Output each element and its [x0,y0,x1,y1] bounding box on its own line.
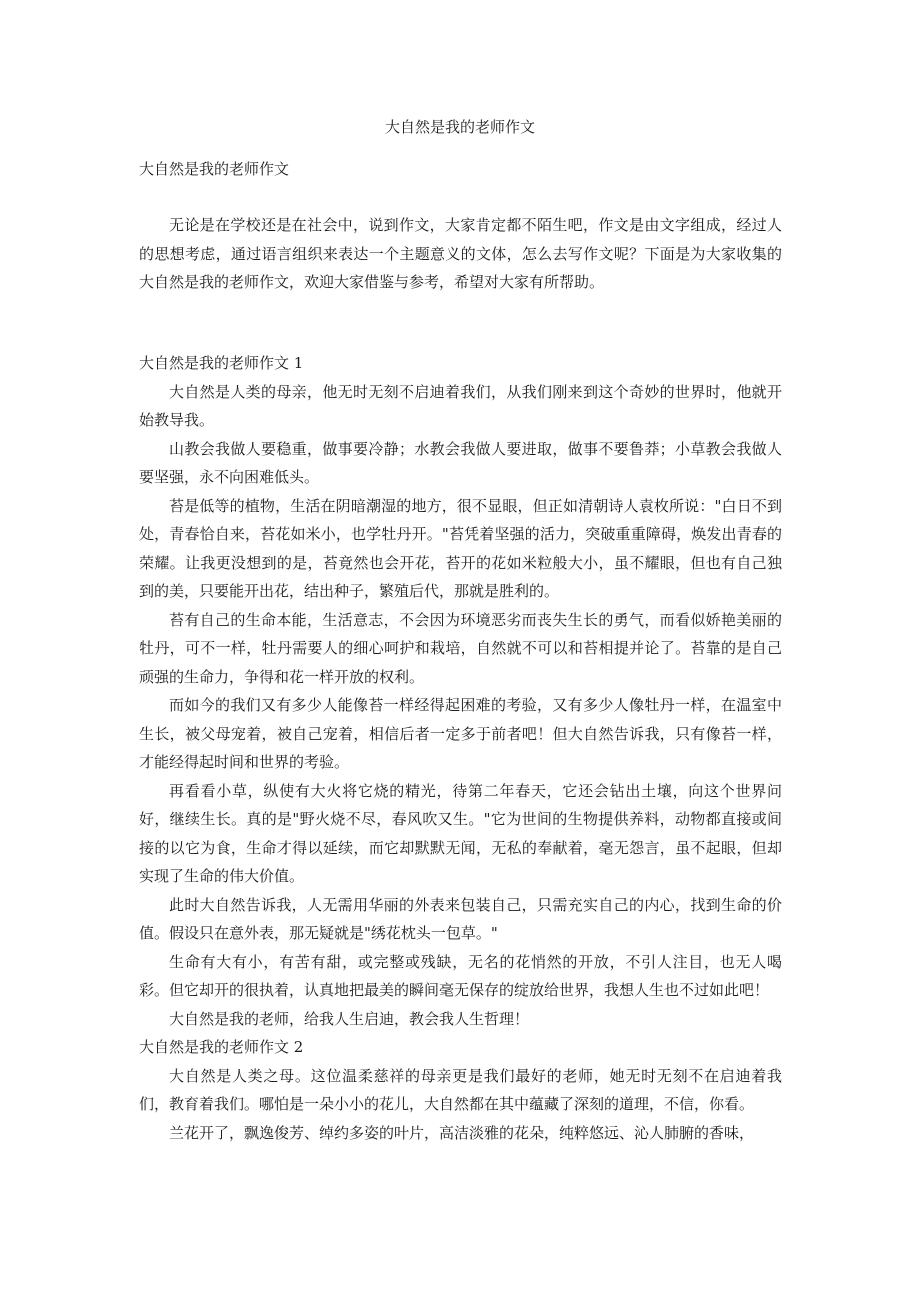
document-subtitle: 大自然是我的老师作文 [139,160,290,178]
essay-1-heading: 大自然是我的老师作文 1 [139,354,304,372]
paragraph: 兰花开了，飘逸俊芳、绰约多姿的叶片，高洁淡雅的花朵，纯粹悠远、沁人肺腑的香味， [169,1123,755,1142]
paragraph: 大自然是人类的母亲，他无时无刻不启迪着我们，从我们刚来到这个奇妙的世界时，他就开始教导我。 [139,382,782,429]
essays-section [139,349,782,1147]
paragraph: 苔是低等的植物，生活在阴暗潮湿的地方，很不显眼，但正如清朝诗人袁枚所说："白日不到处，青春恰自来，苔花如米小，也学牡丹开。"苔凭着坚强的活力，突破重重障碍，焕发出青春的荣耀。让我更没想到的是，苔竟然也会开花，苔开的花如米粒般大小，虽不耀眼，但也有自己独到的美，只要能开出花，结出种子，繁殖后代，那就是胜利的。 [139,496,782,600]
intro-section [139,211,782,297]
essay-2-heading: 大自然是我的老师作文 2 [139,1038,304,1056]
paragraph: 生命有大有小，有苦有甜，或完整或残缺，无名的花悄然的开放，不引人注目，也无人喝彩。但它却开的很执着，认真地把最美的瞬间毫无保存的绽放给世界，我想人生也不过如此吧！ [139,952,782,999]
paragraph: 大自然是人类之母。这位温柔慈祥的母亲更是我们最好的老师，她无时无刻不在启迪着我们，教育着我们。哪怕是一朵小小的花儿，大自然都在其中蕴藏了深刻的道理，不信，你看。 [139,1066,782,1113]
paragraph: 山教会我做人要稳重，做事要冷静；水教会我做人要进取，做事不要鲁莽；小草教会我做人要坚强，永不向困难低头。 [139,439,782,486]
paragraph: 大自然是我的老师，给我人生启迪，教会我人生哲理！ [169,1009,530,1028]
paragraph: 此时大自然告诉我，人无需用华丽的外表来包装自己，只需充实自己的内心，找到生命的价值。假设只在意外表，那无疑就是"绣花枕头一包草。" [139,895,782,942]
intro-paragraph: 无论是在学校还是在社会中，说到作文，大家肯定都不陌生吧，作文是由文字组成，经过人的思想考虑，通过语言组织来表达一个主题意义的文体，怎么去写作文呢？下面是为大家收集的大自然是我的老师作文，欢迎大家借鉴与参考，希望对大家有所帮助。 [139,216,782,291]
paragraph: 而如今的我们又有多少人能像苔一样经得起困难的考验，又有多少人像牡丹一样，在温室中生长，被父母宠着，被自己宠着，相信后者一定多于前者吧！但大自然告诉我，只有像苔一样，才能经得起时间和世界的考验。 [139,696,782,771]
paragraph: 苔有自己的生命本能，生活意志，不会因为环境恶劣而丧失生长的勇气，而看似娇艳美丽的牡丹，可不一样，牡丹需要人的细心呵护和栽培，自然就不可以和苔相提并论了。苔靠的是自己顽强的生命力，争得和花一样开放的权利。 [139,610,782,686]
paragraph: 再看看小草，纵使有大火将它烧的精光，待第二年春天，它还会钻出土壤，向这个世界问好，继续生长。真的是"野火烧不尽，春风吹又生。"它为世间的生物提供养料，动物都直接或间接的以它为食，生命才得以延续，而它却默默无闻，无私的奉献着，毫无怨言，虽不起眼，但却实现了生命的伟大价值。 [139,781,782,885]
document-title: 大自然是我的老师作文 [384,118,535,136]
